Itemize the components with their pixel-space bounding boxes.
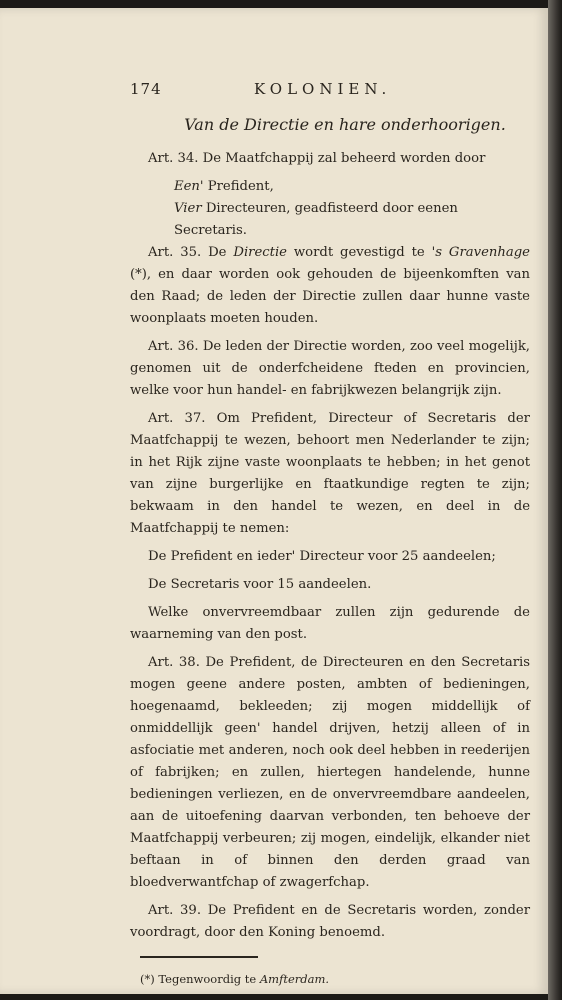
article-37-closing: Welke onvervreemdbaar zullen zijn gedurende de waarneming van den post.: [130, 605, 530, 642]
page-header: [130, 78, 530, 102]
article-39: Art. 39. De Prefident en de Secretaris worden, zonder voordragt, door den Koning benoemd.: [130, 903, 530, 940]
article-34-line-2: [174, 198, 530, 242]
footnote-place: Amfterdam.: [259, 972, 330, 986]
page-content: [130, 78, 530, 990]
article-34-line-1: [174, 176, 530, 198]
footnote-text: (*) Tegenwoordig te: [140, 972, 260, 986]
article-35-text: (*), en daar worden ook gehouden de bijeenkomften van den Raad; de leden der Directie zullen daar hunne vaste woonplaats moeten houden.: [130, 267, 530, 326]
italic-place: 's Gravenhage: [431, 245, 530, 260]
article-34-intro: Art. 34. De Maatfchappij zal beheerd worden door: [148, 151, 486, 166]
article-35-text: wordt gevestigd te: [286, 245, 432, 260]
italic-term: Directie: [233, 245, 287, 260]
footnote-rule: [140, 956, 258, 958]
article-37: Art. 37. Om Prefident, Directeur of Secretaris der Maatfchappij te wezen, behoort men Nederlander te zijn; in het Rijk zijne vaste woonplaats te hebben; in het genot van zijne burgerlijke en ftaatkundige regten te zijn; bekwaam in den handel te wezen, en deel in de Maatfchappij te nemen:: [130, 411, 530, 536]
article-37-line-1: De Prefident en ieder' Directeur voor 25 aandeelen;: [148, 549, 496, 564]
article-35-text: Art. 35. De: [148, 245, 234, 260]
article-34-line-2-text: Directeuren, geadfisteerd door eenen Secretaris.: [174, 201, 458, 238]
article-35: [130, 242, 530, 330]
footnote: [140, 968, 530, 990]
running-title: KOLONIEN.: [254, 80, 392, 98]
page-number: 174: [130, 80, 162, 98]
italic-term: Vier: [174, 201, 202, 216]
article-37-line-2: De Secretaris voor 15 aandeelen.: [148, 577, 372, 592]
italic-term: Een': [174, 179, 204, 194]
page-edge: [548, 0, 562, 1000]
article-34-line-1-text: Prefident,: [203, 179, 274, 194]
section-title: Van de Directie en hare onderhoorigen.: [184, 115, 506, 134]
article-38: Art. 38. De Prefident, de Directeuren en den Secretaris mogen geene andere posten, ambten of bedieningen, hoegenaamd, bekleeden; zij mogen middellijk of onmiddellijk geen' handel drijven, hetzij alleen of in asfociatie met anderen, noch ook deel hebben in reederijen of fabrijken; en zullen, hiertegen handelende, hunne bedieningen verliezen, en de onvervreemdbare aandeelen, aan de uitoefening daarvan verbonden, ten behoeve der Maatfchappij verbeuren; zij mogen, eindelijk, elkander niet beftaan in of binnen den derden graad van bloedverwantfchap of zwagerfchap.: [130, 655, 530, 890]
article-36: Art. 36. De leden der Directie worden, zoo veel mogelijk, genomen uit de onderfcheidene fteden en provincien, welke voor hun handel- en fabrijkwezen belangrijk zijn.: [130, 339, 530, 398]
